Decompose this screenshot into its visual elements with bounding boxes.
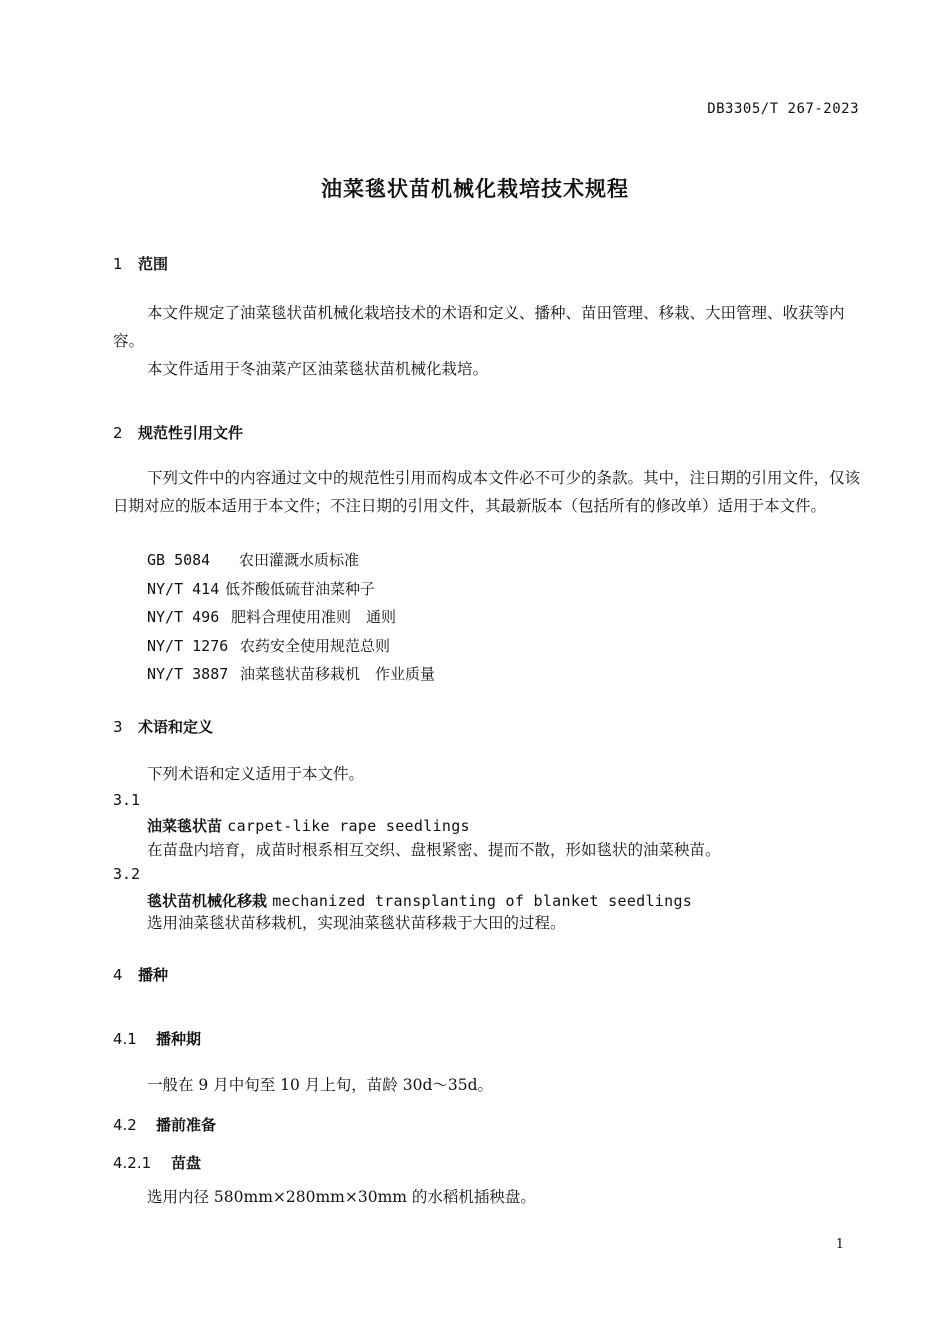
- section-number: 1: [113, 255, 123, 273]
- reference-item: [147, 635, 390, 656]
- term-chinese: 毯状苗机械化移栽: [147, 892, 268, 910]
- reference-code: NY/T 3887: [147, 665, 229, 683]
- section-1-heading: [113, 253, 168, 274]
- subsection-title: 播种期: [156, 1030, 202, 1048]
- section-2-heading: [113, 422, 243, 443]
- reference-title: 农田灌溉水质标准: [239, 551, 360, 569]
- term-chinese: 油菜毯状苗: [147, 817, 223, 835]
- section-title: 范围: [138, 255, 169, 273]
- reference-title: 农药安全使用规范总则: [240, 637, 391, 655]
- subsection-number: 4.2.1: [113, 1154, 152, 1172]
- subsection-title: 播前准备: [156, 1116, 217, 1134]
- reference-title: 肥料合理使用准则 通则: [231, 608, 397, 626]
- term-number: 3.2: [113, 865, 141, 883]
- term-heading: [147, 815, 470, 836]
- subsection-number: 4.1: [113, 1030, 137, 1048]
- reference-item: [147, 606, 396, 627]
- section-number: 4: [113, 966, 123, 984]
- reference-code: NY/T 496: [147, 608, 220, 626]
- term-number: 3.1: [113, 791, 141, 809]
- section-title: 术语和定义: [138, 718, 214, 736]
- subsection-4-2-1-paragraph: 选用内径 580mm×280mm×30mm 的水稻机插秧盘。: [147, 1188, 536, 1206]
- reference-item: [147, 663, 435, 684]
- subsection-4-2-heading: [113, 1114, 216, 1135]
- page-title: 油菜毯状苗机械化栽培技术规程: [321, 177, 629, 201]
- reference-title: 低芥酸低硫苷油菜种子: [225, 580, 376, 598]
- reference-item: [147, 549, 359, 570]
- reference-code: GB 5084: [147, 551, 211, 569]
- subsection-title: 苗盘: [171, 1154, 202, 1172]
- document-number: DB3305/T 267-2023: [707, 101, 859, 117]
- subsection-4-1-paragraph: 一般在 9 月中旬至 10 月上旬，苗龄 30d～35d。: [147, 1076, 494, 1094]
- reference-title: 油菜毯状苗移栽机 作业质量: [240, 665, 436, 683]
- reference-code: NY/T 1276: [147, 637, 229, 655]
- section-number: 3: [113, 718, 123, 736]
- section-title: 播种: [138, 966, 169, 984]
- subsection-number: 4.2: [113, 1116, 137, 1134]
- subsection-4-2-1-heading: [113, 1152, 201, 1173]
- term-english: mechanized transplanting of blanket seedlings: [272, 892, 693, 910]
- reference-item: [147, 578, 375, 599]
- subsection-4-1-heading: [113, 1028, 201, 1049]
- term-english: carpet-like rape seedlings: [227, 817, 470, 835]
- section-3-paragraph-1: 下列术语和定义适用于本文件。: [147, 765, 365, 783]
- section-1-paragraph-1: 本文件规定了油菜毯状苗机械化栽培技术的术语和定义、播种、苗田管理、移栽、大田管理、收获等内容。: [113, 304, 845, 350]
- term-definition: 选用油菜毯状苗移栽机，实现油菜毯状苗移栽于大田的过程。: [147, 914, 566, 932]
- term-definition: 在苗盘内培育，成苗时根系相互交织、盘根紧密、提而不散，形如毯状的油菜秧苗。: [147, 841, 721, 859]
- section-1-paragraph-2: 本文件适用于冬油菜产区油菜毯状苗机械化栽培。: [147, 360, 489, 378]
- page-number: 1: [835, 1237, 844, 1252]
- section-3-heading: [113, 716, 213, 737]
- section-2-paragraph-1: 下列文件中的内容通过文中的规范性引用而构成本文件必不可少的条款。其中，注日期的引用文件，仅该日期对应的版本适用于本文件；不注日期的引用文件，其最新版本（包括所有的修改单）适用于本文件。: [113, 469, 861, 515]
- term-heading: [147, 890, 692, 911]
- section-title: 规范性引用文件: [138, 424, 244, 442]
- section-number: 2: [113, 424, 123, 442]
- reference-code: NY/T 414: [147, 580, 220, 598]
- section-4-heading: [113, 964, 168, 985]
